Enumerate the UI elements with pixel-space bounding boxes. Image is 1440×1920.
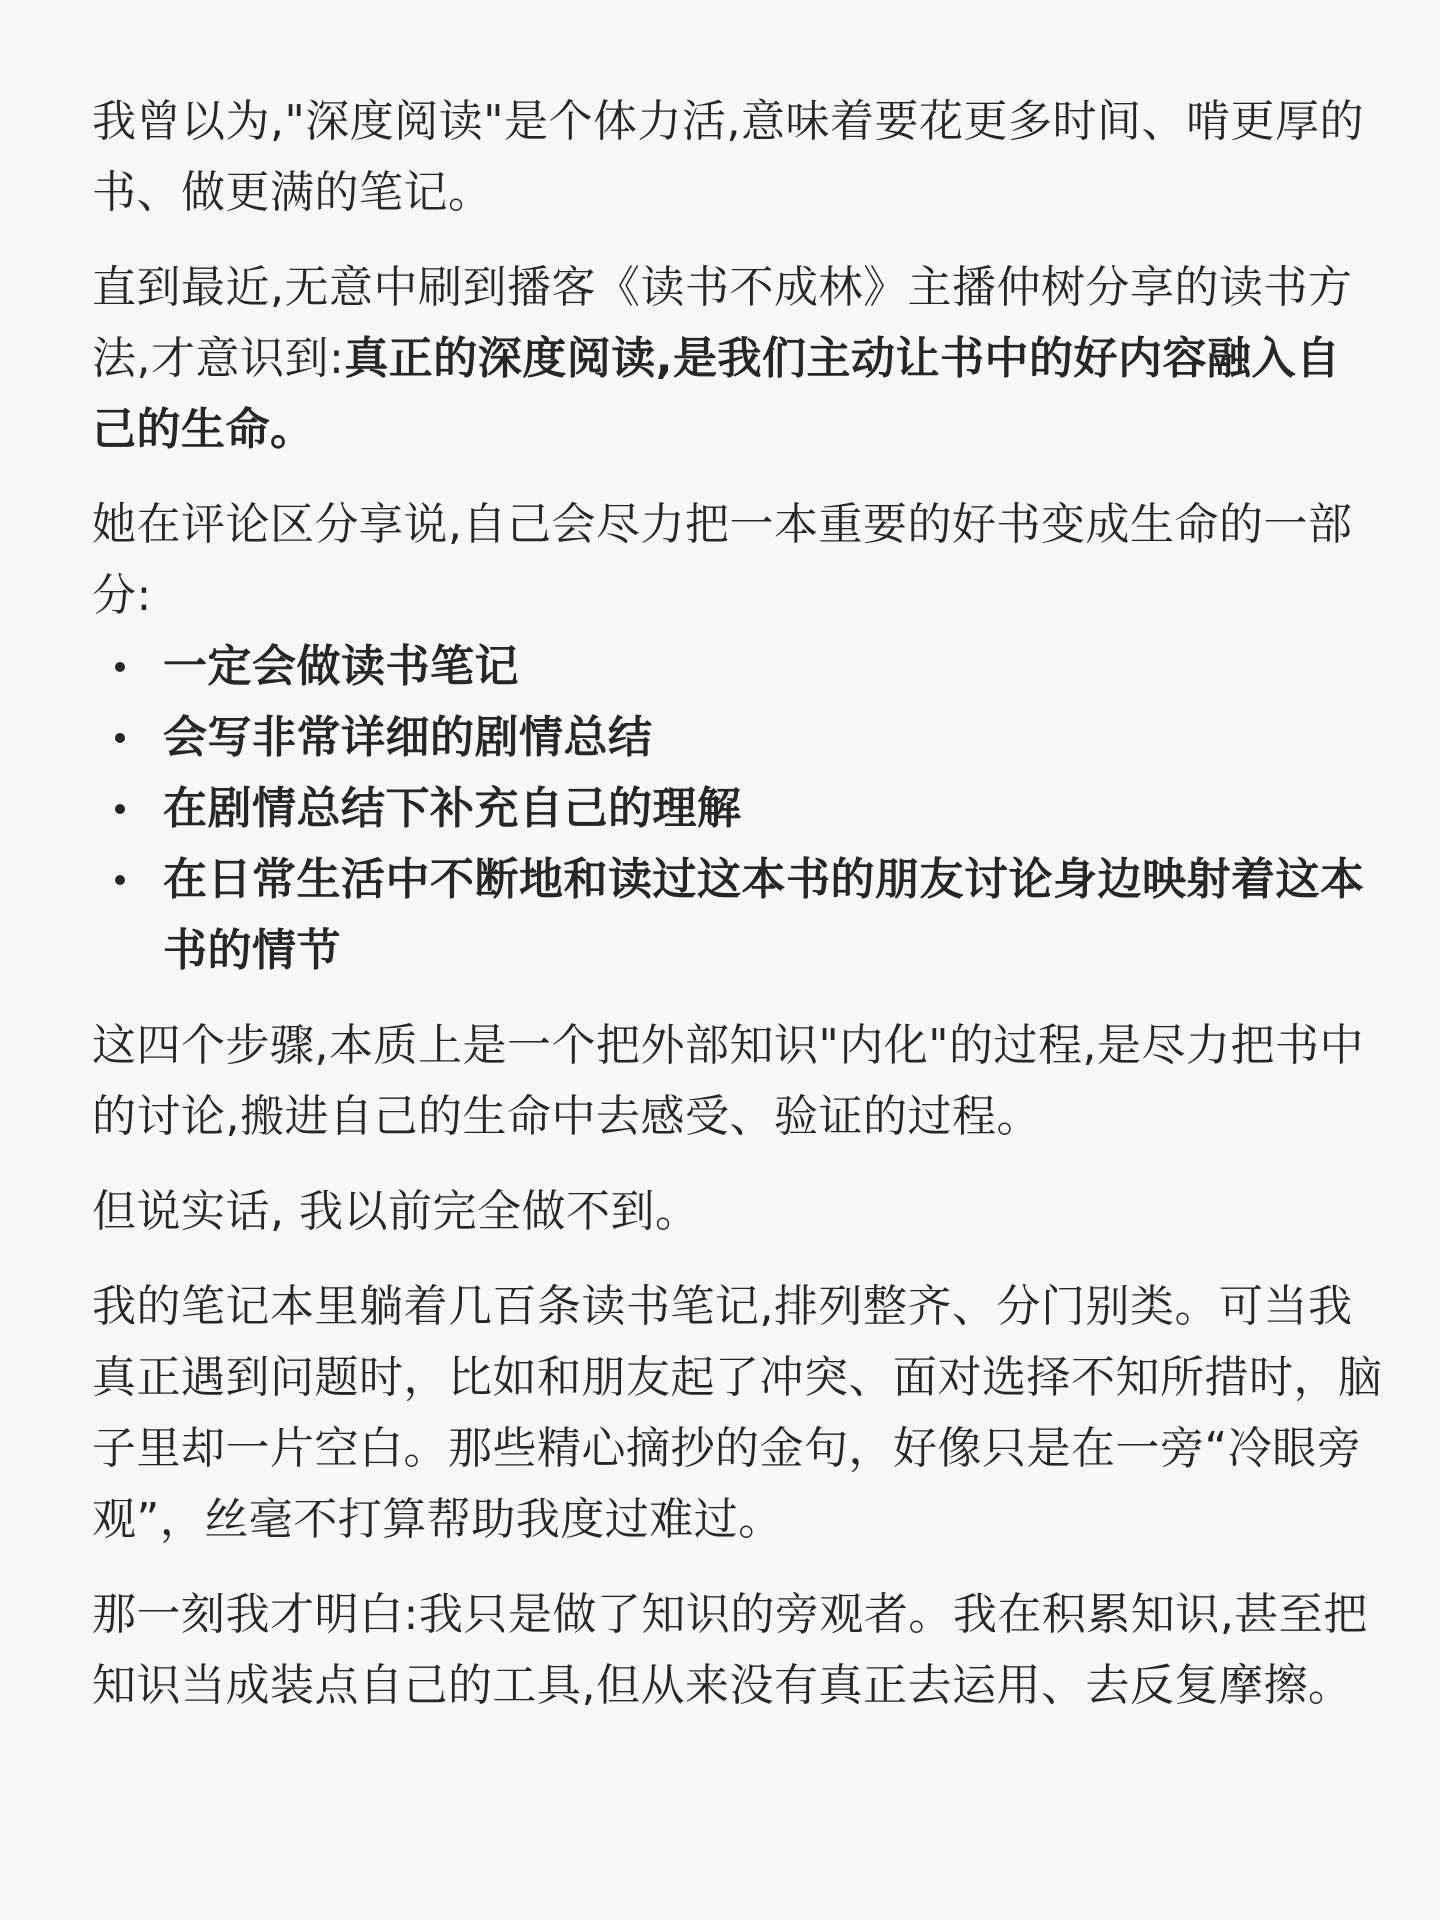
discovery-highlight: 真正的深度阅读,是我们主动让书中的好内容融入自己的生命。 bbox=[92, 333, 1341, 455]
method-list bbox=[92, 631, 1384, 986]
list-item-text: 会写非常详细的剧情总结 bbox=[163, 712, 653, 763]
list-item bbox=[92, 702, 1384, 773]
paragraph-confession: 但说实话, 我以前完全做不到。 bbox=[92, 1186, 700, 1237]
list-item bbox=[92, 773, 1384, 844]
paragraph-intro: 我曾以为,"深度阅读"是个体力活,意味着要花更多时间、啃更厚的书、做更满的笔记。 bbox=[92, 96, 1364, 218]
list-item bbox=[92, 844, 1384, 986]
paragraph-notes: 我的笔记本里躺着几百条读书笔记,排列整齐、分门别类。可当我真正遇到问题时，比如和朋友起了冲突、面对选择不知所措时，脑子里却一片空白。那些精心摘抄的金句，好像只是在一旁“冷眼旁观”，丝毫不打算帮助我度过难过。 bbox=[92, 1281, 1383, 1545]
bullet-icon bbox=[115, 733, 125, 743]
list-item-text: 在日常生活中不断地和读过这本书的朋友讨论身边映射着这本书的情节 bbox=[163, 854, 1365, 976]
paragraph-internalize: 这四个步骤,本质上是一个把外部知识"内化"的过程,是尽力把书中的讨论,搬进自己的生命中去感受、验证的过程。 bbox=[92, 1020, 1364, 1142]
bullet-icon bbox=[115, 875, 125, 885]
paragraph-method-intro: 她在评论区分享说,自己会尽力把一本重要的好书变成生命的一部分: bbox=[92, 499, 1353, 621]
list-item-text: 一定会做读书笔记 bbox=[163, 641, 519, 692]
list-item bbox=[92, 631, 1384, 702]
list-item-text: 在剧情总结下补充自己的理解 bbox=[163, 783, 742, 834]
paragraph-realization: 那一刻我才明白:我只是做了知识的旁观者。我在积累知识,甚至把知识当成装点自己的工具,但从来没有真正去运用、去反复摩擦。 bbox=[92, 1589, 1368, 1711]
bullet-icon bbox=[115, 804, 125, 814]
bullet-icon bbox=[115, 662, 125, 672]
paragraph-discovery bbox=[92, 252, 1384, 465]
discovery-text: 直到最近,无意中刷到播客《读书不成林》主播仲树分享的读书方法,才意识到: bbox=[92, 262, 1353, 384]
